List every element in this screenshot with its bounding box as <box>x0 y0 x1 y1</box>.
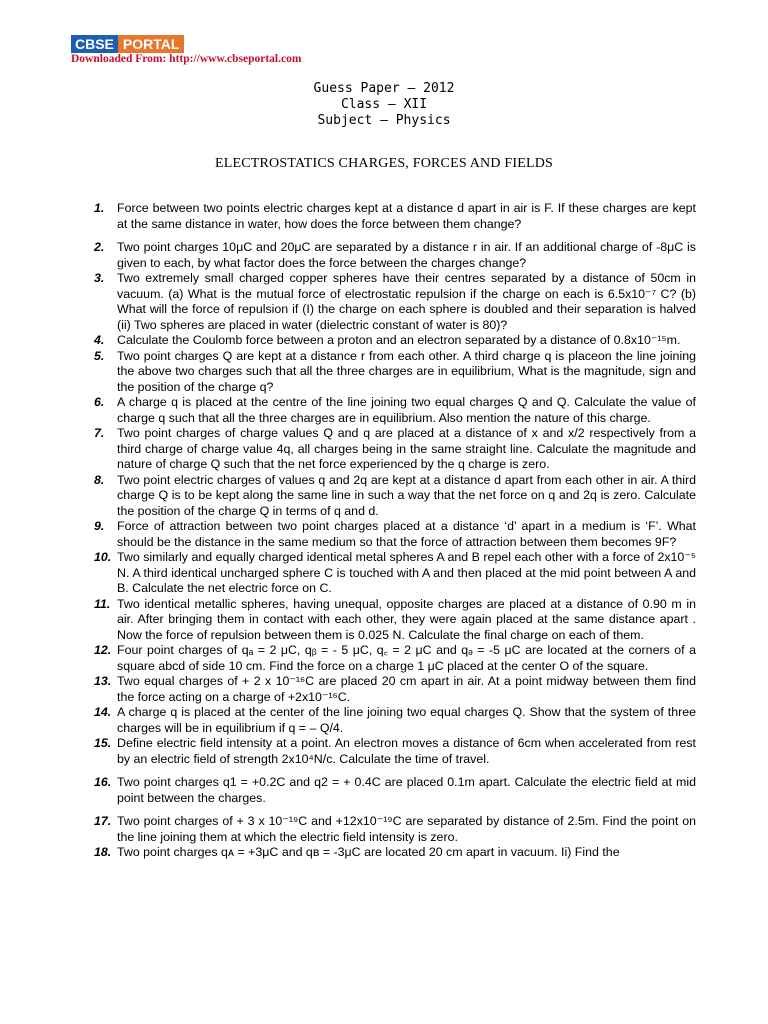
question-number: 8. <box>94 472 105 487</box>
question-item <box>94 333 696 349</box>
logo-part-portal: PORTAL <box>118 35 185 53</box>
question-text: Two point charges 10μC and 20μC are separated by a distance r in air. If an additional charge of -8μC is given to each, by what factor does the force between the charges change? <box>117 240 696 270</box>
question-item <box>94 519 696 550</box>
question-text: Define electric field intensity at a point. An electron moves a distance of 6cm when accelerated from rest by an electric field of strength 2x10⁴N/c. Calculate the time of travel. <box>117 736 696 766</box>
question-list <box>94 201 696 861</box>
question-text: Two point charges of + 3 x 10⁻¹⁹C and +12x10⁻¹⁹C are separated by distance of 2.5m. Find the point on the line joining them at which the electric field intensity is zero. <box>117 814 696 844</box>
question-item <box>94 271 696 333</box>
cbse-portal-logo <box>71 35 184 53</box>
question-item <box>94 814 696 845</box>
question-number: 17. <box>94 814 112 828</box>
question-number: 11. <box>94 596 111 611</box>
question-number: 3. <box>94 271 105 285</box>
question-item <box>94 395 696 426</box>
question-item <box>94 736 696 767</box>
question-text: Two identical metallic spheres, having unequal, opposite charges are placed at a distance of 0.90 m in air. After bringing them in contact with each other, they were again placed at the same distance apart . Now the force of repulsion between them is 0.025 N. Calculate the final charge on each of them. <box>117 596 696 642</box>
question-text: Force of attraction between two point charges placed at a distance ‘d’ apart in a medium is ‘F’. What should be the distance in the same medium so that the force of attraction between them becomes 9F? <box>117 519 696 549</box>
question-item <box>94 201 696 232</box>
download-source-line[interactable]: Downloaded From: http://www.cbseportal.com <box>71 53 302 65</box>
question-item <box>94 643 696 674</box>
question-number: 6. <box>94 395 105 409</box>
question-number: 12. <box>94 643 112 657</box>
question-text: Two point electric charges of values q and 2q are kept at a distance d apart from each other in air. A third charge Q is to be kept along the same line in such a way that the net force on q and 2q is zero. Calculate the position of the charge Q in terms of q and d. <box>117 472 696 518</box>
question-item <box>94 349 696 396</box>
question-item <box>94 597 696 644</box>
question-text: Two point charges of charge values Q and q are placed at a distance of x and x/2 respectively from a third charge of charge value 4q, all charges being in the same straight line. Calculate the magnitude and nature of charge Q such that the net force experienced by the q charge is zero. <box>117 426 696 471</box>
question-number: 14. <box>94 705 112 719</box>
question-item <box>94 845 696 861</box>
question-text: Calculate the Coulomb force between a proton and an electron separated by a distance of 0.8x10⁻¹⁵m. <box>117 333 681 347</box>
question-text: A charge q is placed at the center of the line joining two equal charges Q. Show that the system of three charges will be in equilibrium if q = – Q/4. <box>117 705 696 735</box>
logo-part-cbse: CBSE <box>71 35 118 53</box>
question-text: Four point charges of qₐ = 2 μC, qᵦ = - 5 μC, q꜀ = 2 μC and qₔ = -5 μC are located at the corners of a square abcd of side 10 cm. Find the force on a charge 1 μC placed at the center O of the square. <box>117 643 696 673</box>
question-text: Two point charges Q are kept at a distance r from each other. A third charge q is placeon the line joining the above two charges such that all the three charges are in equilibrium, What is the magnitude, sign and the position of the charge q? <box>117 348 696 394</box>
question-text: A charge q is placed at the centre of the line joining two equal charges Q and Q. Calculate the value of charge q such that all the three charges are in equilibrium. Also mention the nature of this charge. <box>117 395 696 425</box>
question-number: 2. <box>94 240 105 254</box>
class-label: Class – XII <box>340 97 428 112</box>
question-number: 15. <box>94 736 112 750</box>
question-item <box>94 674 696 705</box>
question-number: 5. <box>94 348 105 363</box>
question-number: 16. <box>94 775 112 789</box>
question-text: Force between two points electric charges kept at a distance d apart in air is F. If these charges are kept at the same distance in water, how does the force between them change? <box>117 201 696 231</box>
subject-label: Subject – Physics <box>317 113 451 128</box>
question-number: 7. <box>94 426 105 440</box>
question-number: 13. <box>94 674 112 688</box>
paper-title: Guess Paper – 2012 <box>313 81 455 96</box>
question-item <box>94 426 696 473</box>
question-item <box>94 550 696 597</box>
question-number: 1. <box>94 201 105 215</box>
question-text: Two point charges qᴀ = +3μC and qʙ = -3μC are located 20 cm apart in vacuum. Ii) Find the <box>117 845 620 859</box>
question-text: Two extremely small charged copper spheres have their centres separated by a distance of 50cm in vacuum. (a) What is the mutual force of electrostatic repulsion if the charge on each is 6.5x10⁻⁷ C? (b) What will the force of repulsion if (I) the charge on each sphere is doubled and their separation is halved (ii) Two spheres are placed in water (dielectric constant of water is 80)? <box>117 271 696 332</box>
question-number: 9. <box>94 519 105 533</box>
question-number: 10. <box>94 550 112 564</box>
question-text: Two point charges q1 = +0.2C and q2 = + 0.4C are placed 0.1m apart. Calculate the electric field at mid point between the charges. <box>117 775 696 805</box>
question-number: 4. <box>94 333 105 347</box>
topic-heading: ELECTROSTATICS CHARGES, FORCES AND FIELDS <box>214 156 554 171</box>
question-item <box>94 473 696 520</box>
question-text: Two similarly and equally charged identical metal spheres A and B repel each other with a force of 2x10⁻⁵ N. A third identical uncharged sphere C is touched with A and then placed at the mid point between A and B. Calculate the net electric force on C. <box>117 550 696 595</box>
question-item <box>94 775 696 806</box>
question-text: Two equal charges of + 2 x 10⁻¹⁶C are placed 20 cm apart in air. At a point midway between them find the force acting on a charge of +2x10⁻¹⁶C. <box>117 674 696 704</box>
question-item <box>94 240 696 271</box>
question-number: 18. <box>94 845 112 859</box>
question-item <box>94 705 696 736</box>
